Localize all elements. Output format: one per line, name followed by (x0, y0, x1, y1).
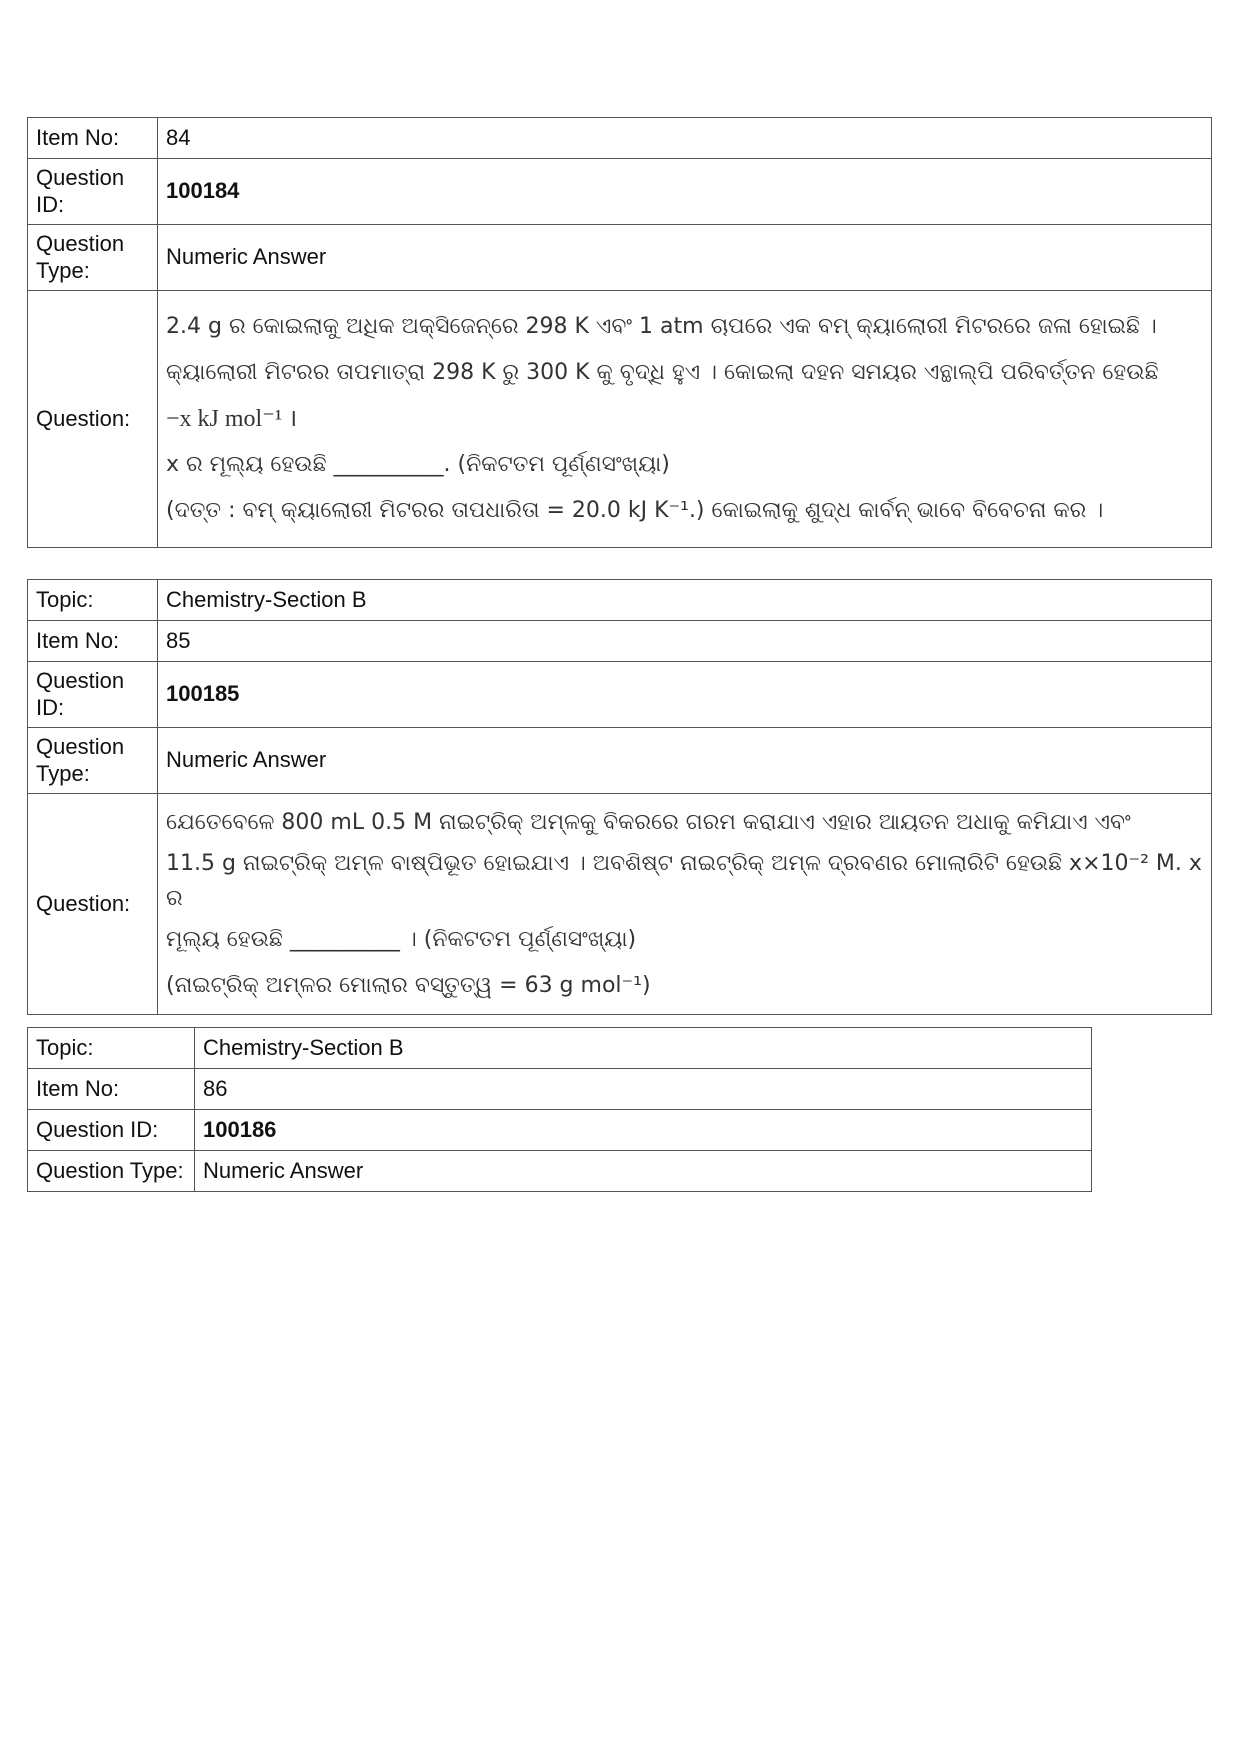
item-no-label: Item No: (28, 621, 158, 662)
topic-label: Topic: (28, 580, 158, 621)
question-id-value: 100184 (158, 159, 1212, 225)
question-id-label: Question ID: (28, 662, 158, 728)
item-no-value: 84 (158, 118, 1212, 159)
question-row (28, 291, 1212, 548)
question-type-value: Numeric Answer (158, 225, 1212, 291)
question-id-label: Question ID: (28, 159, 158, 225)
question-type-value: Numeric Answer (195, 1151, 1092, 1192)
question-line: (ନାଇଟ୍ରିକ୍ ଅମ୍ଳର ମୋଲାର ବସ୍ତୁତ୍ୱ = 63 g mol⁻¹) (166, 972, 651, 998)
item-no-label: Item No: (28, 118, 158, 159)
topic-value: Chemistry-Section B (158, 580, 1212, 621)
topic-row (28, 580, 1212, 621)
topic-row (28, 1028, 1092, 1069)
question-text (158, 291, 1212, 548)
question-table-86 (27, 1027, 1092, 1192)
question-line: −x kJ mol⁻¹ । (166, 405, 298, 432)
question-label: Question: (28, 291, 158, 548)
question-id-value: 100186 (195, 1110, 1092, 1151)
item-no-label: Item No: (28, 1069, 195, 1110)
question-line: ଯେତେବେଳେ 800 mL 0.5 M ନାଇଟ୍ରିକ୍ ଅମ୍ଳକୁ ବିକରରେ ଗରମ କରାଯାଏ ଏହାର ଆୟତନ ଅଧାକୁ କମିଯାଏ ଏବଂ (166, 810, 1131, 836)
question-id-value: 100185 (158, 662, 1212, 728)
question-id-label: Question ID: (28, 1110, 195, 1151)
question-type-row (28, 1151, 1092, 1192)
item-no-row (28, 621, 1212, 662)
topic-value: Chemistry-Section B (195, 1028, 1092, 1069)
question-type-label: Question Type: (28, 225, 158, 291)
question-text (158, 794, 1212, 1015)
question-line: 11.5 g ନାଇଟ୍ରିକ୍ ଅମ୍ଳ ବାଷ୍ପିଭୂତ ହୋଇଯାଏ । ଅବଶିଷ୍ଟ ନାଇଟ୍ରିକ୍ ଅମ୍ଳ ଦ୍ରବଣର ମୋଲାରିଟି ହେଉଛି x×10⁻² M. x ର (166, 851, 1202, 912)
question-line: 2.4 g ର କୋଇଲାକୁ ଅଧିକ ଅକ୍ସିଜେନ୍‌ରେ 298 K ଏବଂ 1 atm ଚାପରେ ଏକ ବମ୍ କ୍ୟାଲୋରୀ ମିଟରରେ ଜଳା ହୋଇଛି । (166, 314, 1157, 340)
question-line: କ୍ୟାଲୋରୀ ମିଟରର ତାପମାତ୍ରା 298 K ରୁ 300 K କୁ ବୃଦ୍ଧି ହୁଏ । କୋଇଲା ଦହନ ସମୟର ଏନ୍ଥାଲ୍ପି ପରିବର୍ତ୍ତନ ହେଉଛି (166, 360, 1159, 386)
question-type-label: Question Type: (28, 728, 158, 794)
item-no-row (28, 1069, 1092, 1110)
item-no-row (28, 118, 1212, 159)
question-line: (ଦତ୍ତ : ବମ୍ କ୍ୟାଲୋରୀ ମିଟରର ତାପଧାରିତା = 20.0 kJ K⁻¹.) କୋଇଲାକୁ ଶୁଦ୍ଧ କାର୍ବନ୍ ଭାବେ ବିବେଚନା କର । (166, 498, 1104, 524)
item-no-value: 85 (158, 621, 1212, 662)
question-type-row (28, 225, 1212, 291)
question-id-row (28, 1110, 1092, 1151)
question-type-row (28, 728, 1212, 794)
question-line: ମୂଲ୍ୟ ହେଉଛି __________ । (ନିକଟତମ ପୂର୍ଣ୍ଣସଂଖ୍ୟା) (166, 926, 637, 952)
question-row (28, 794, 1212, 1015)
question-table-84 (27, 117, 1212, 548)
question-id-row (28, 662, 1212, 728)
question-table-85 (27, 579, 1212, 1015)
question-line: x ର ମୂଲ୍ୟ ହେଉଛି __________. (ନିକଟତମ ପୂର୍ଣ୍ଣସଂଖ୍ୟା) (166, 452, 670, 478)
question-id-row (28, 159, 1212, 225)
item-no-value: 86 (195, 1069, 1092, 1110)
question-type-label: Question Type: (28, 1151, 195, 1192)
question-type-value: Numeric Answer (158, 728, 1212, 794)
topic-label: Topic: (28, 1028, 195, 1069)
question-label: Question: (28, 794, 158, 1015)
